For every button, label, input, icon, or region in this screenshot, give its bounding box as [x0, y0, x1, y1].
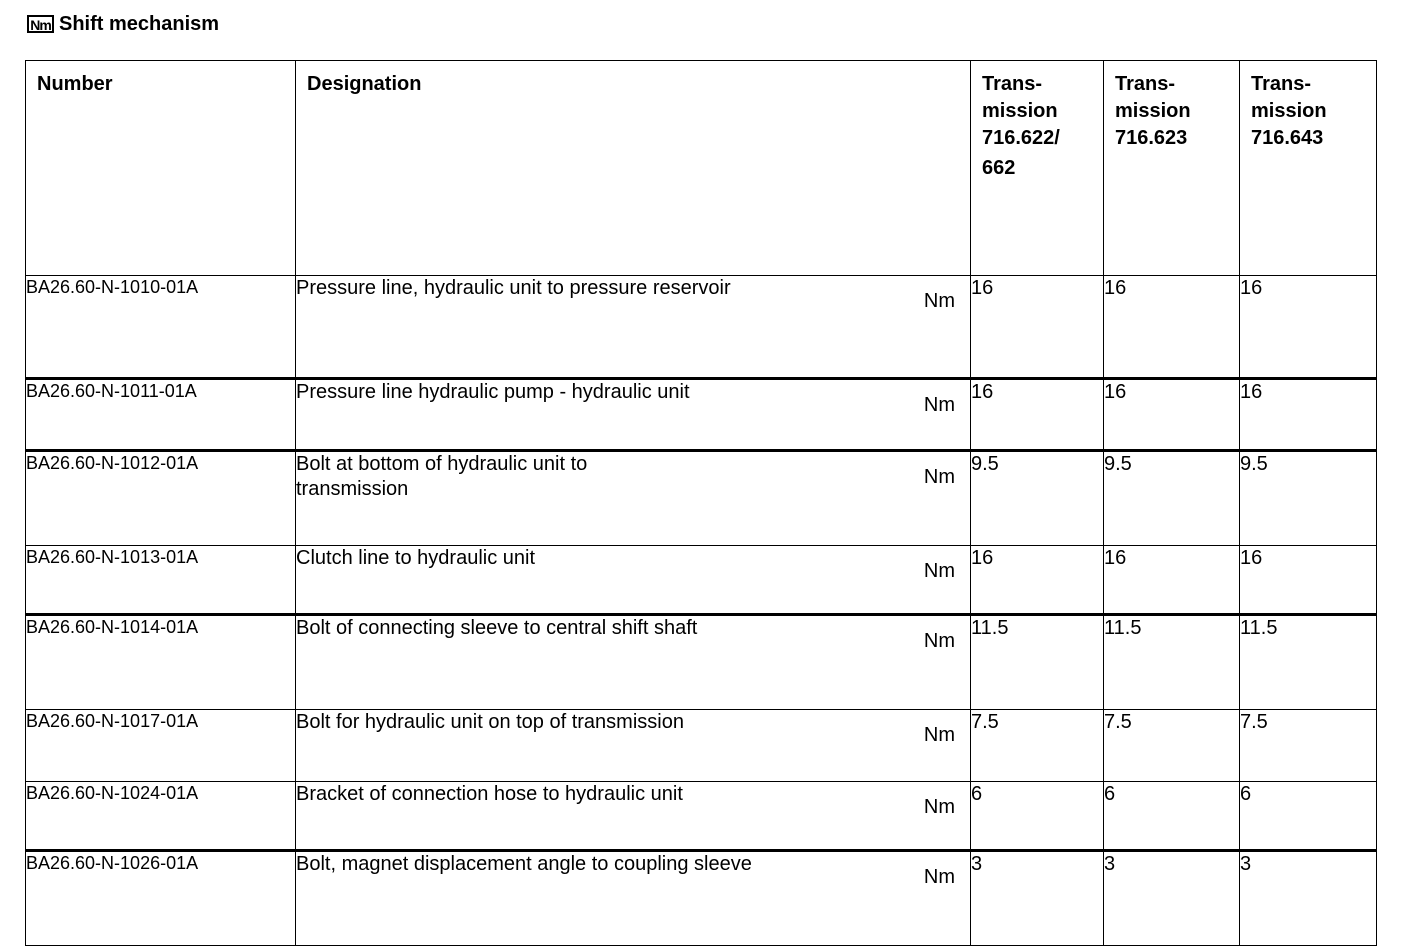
row-value: 7.5 [971, 710, 1104, 782]
table-row [26, 851, 1377, 946]
header-line: Trans- [982, 73, 1043, 95]
torque-spec-table [25, 60, 1377, 946]
row-designation: Bolt for hydraulic unit on top of transmission [296, 711, 684, 733]
row-value: 16 [1104, 276, 1240, 379]
row-value: 9.5 [1104, 451, 1240, 546]
row-number: BA26.60-N-1014-01A [26, 615, 296, 710]
table-header-row [26, 61, 1377, 276]
row-designation: Pressure line hydraulic pump - hydraulic unit [296, 381, 690, 403]
row-value: 16 [1104, 546, 1240, 615]
row-value: 6 [1240, 782, 1377, 851]
row-unit: Nm [923, 394, 955, 416]
row-unit: Nm [923, 466, 955, 488]
header-model: 662 [982, 157, 1016, 179]
row-designation: Bracket of connection hose to hydraulic unit [296, 783, 683, 805]
header-line: Trans- [1115, 73, 1176, 95]
table-row [26, 782, 1377, 851]
row-value: 16 [1240, 379, 1377, 451]
row-value: 3 [1240, 851, 1377, 946]
section-title: Shift mechanism [59, 13, 220, 35]
row-value: 6 [1104, 782, 1240, 851]
row-value: 9.5 [971, 451, 1104, 546]
header-model: 716.622/ [982, 127, 1060, 149]
header-line: mission [982, 100, 1058, 122]
row-unit: Nm [923, 796, 955, 818]
table-row [26, 379, 1377, 451]
row-value: 11.5 [971, 615, 1104, 710]
table-row [26, 451, 1377, 546]
header-line: Trans- [1251, 73, 1312, 95]
table-row [26, 276, 1377, 379]
row-value: 6 [971, 782, 1104, 851]
row-value: 9.5 [1240, 451, 1377, 546]
column-header-designation: Designation [296, 61, 971, 276]
row-designation-cell [296, 546, 971, 615]
row-designation-cell [296, 710, 971, 782]
row-designation: Bolt of connecting sleeve to central shift shaft [296, 617, 698, 639]
row-designation-cell [296, 851, 971, 946]
row-unit: Nm [923, 724, 955, 746]
row-designation: Bolt, magnet displacement angle to coupling sleeve [296, 853, 752, 875]
row-value: 11.5 [1104, 615, 1240, 710]
table-row [26, 710, 1377, 782]
row-number: BA26.60-N-1011-01A [26, 379, 296, 451]
row-value: 7.5 [1240, 710, 1377, 782]
row-value: 3 [971, 851, 1104, 946]
row-designation-cell [296, 276, 971, 379]
header-model: 716.623 [1115, 127, 1188, 149]
row-value: 16 [971, 379, 1104, 451]
row-designation: Clutch line to hydraulic unit [296, 547, 536, 569]
row-number: BA26.60-N-1017-01A [26, 710, 296, 782]
row-value: 11.5 [1240, 615, 1377, 710]
row-number: BA26.60-N-1012-01A [26, 451, 296, 546]
row-designation: Pressure line, hydraulic unit to pressure reservoir [296, 277, 731, 299]
row-number: BA26.60-N-1013-01A [26, 546, 296, 615]
row-unit: Nm [923, 866, 955, 888]
row-value: 16 [1240, 546, 1377, 615]
column-header-number: Number [26, 61, 296, 276]
row-number: BA26.60-N-1010-01A [26, 276, 296, 379]
row-value: 16 [1240, 276, 1377, 379]
row-value: 7.5 [1104, 710, 1240, 782]
row-value: 3 [1104, 851, 1240, 946]
header-line: mission [1115, 100, 1191, 122]
table-row [26, 546, 1377, 615]
row-number: BA26.60-N-1026-01A [26, 851, 296, 946]
row-value: 16 [971, 546, 1104, 615]
column-header-transmission-2 [1104, 61, 1240, 276]
header-model: 716.643 [1251, 127, 1324, 149]
header-line: mission [1251, 100, 1327, 122]
column-header-transmission-1 [971, 61, 1104, 276]
row-value: 16 [971, 276, 1104, 379]
row-number: BA26.60-N-1024-01A [26, 782, 296, 851]
column-header-transmission-3 [1240, 61, 1377, 276]
section-heading [27, 12, 219, 36]
row-designation-cell [296, 451, 971, 546]
row-unit: Nm [923, 560, 955, 582]
row-designation-cell [296, 615, 971, 710]
row-unit: Nm [923, 630, 955, 652]
row-value: 16 [1104, 379, 1240, 451]
row-designation: Bolt at bottom of hydraulic unit to transmission [296, 453, 588, 500]
row-designation-cell [296, 379, 971, 451]
table-row [26, 615, 1377, 710]
row-unit: Nm [923, 290, 955, 312]
torque-nm-icon: Nm [27, 15, 54, 33]
row-designation-cell [296, 782, 971, 851]
